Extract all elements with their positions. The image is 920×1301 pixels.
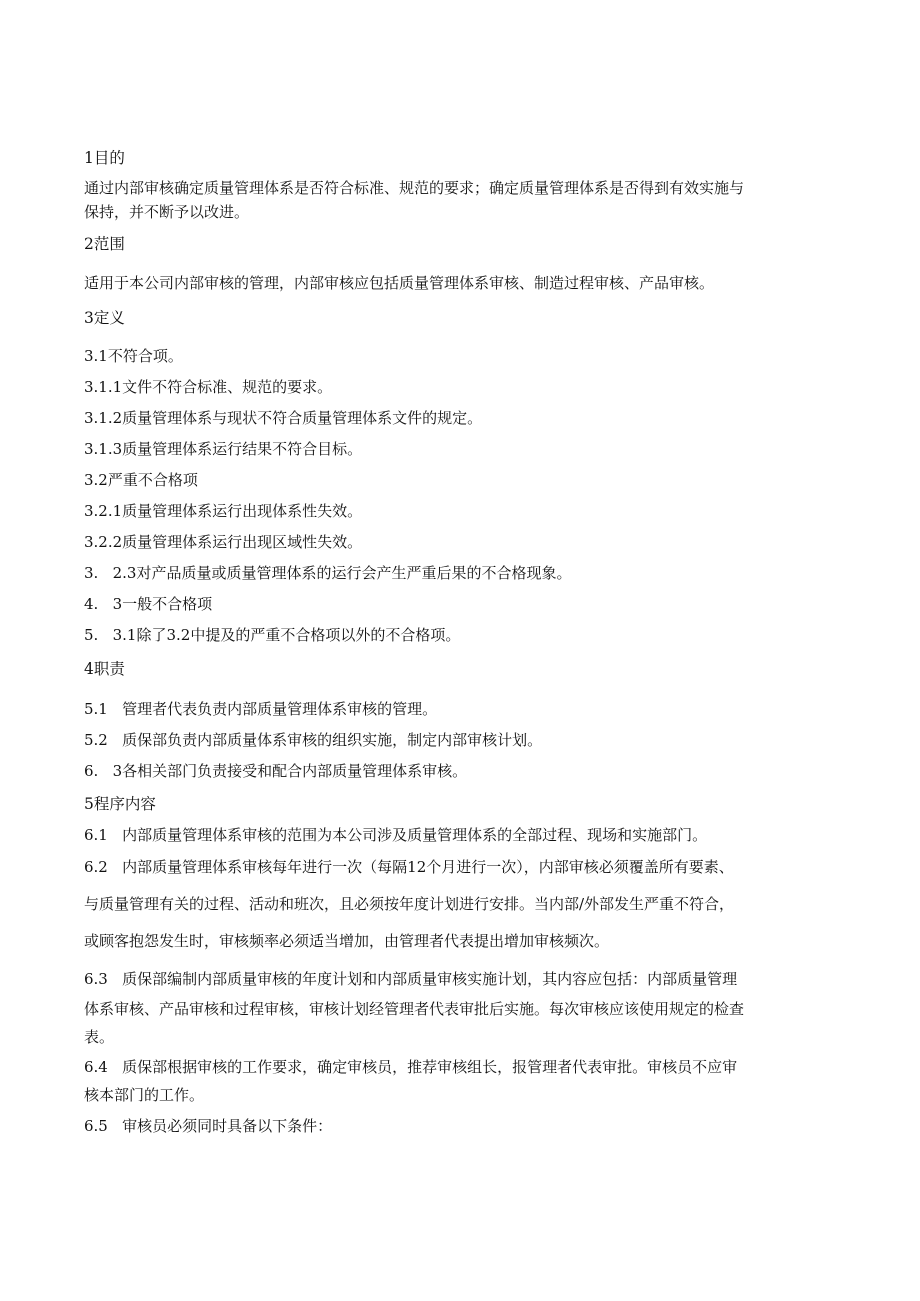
definition-line: 3.1.3质量管理体系运行结果不符合目标。 (84, 440, 363, 458)
procedure-line: 表。 (84, 1028, 115, 1046)
paragraph-line: 保持，并不断予以改进。 (84, 203, 250, 221)
definition-line: 3.1.1文件不符合标准、规范的要求。 (84, 378, 333, 396)
section-heading-scope: 2范围 (84, 235, 125, 253)
procedure-line: 核本部门的工作。 (84, 1086, 205, 1104)
responsibility-line: 5.1 管理者代表负责内部质量管理体系审核的管理。 (84, 700, 438, 718)
procedure-line: 6.1 内部质量管理体系审核的范围为本公司涉及质量管理体系的全部过程、现场和实施部门。 (84, 826, 708, 844)
definition-line: 3.2严重不合格项 (84, 471, 198, 489)
procedure-line: 体系审核、产品审核和过程审核，审核计划经管理者代表审批后实施。每次审核应该使用规定的检查 (84, 1000, 745, 1018)
procedure-line: 6.5 审核员必须同时具备以下条件： (84, 1117, 333, 1135)
procedure-line: 与质量管理有关的过程、活动和班次，且必须按年度计划进行安排。当内部/外部发生严重不符合， (84, 895, 735, 913)
procedure-line: 6.4 质保部根据审核的工作要求，确定审核员，推荐审核组长，报管理者代表审批。审核员不应审 (84, 1058, 738, 1076)
responsibility-line: 5.2 质保部负责内部质量体系审核的组织实施，制定内部审核计划。 (84, 731, 543, 749)
definition-line: 5. 3.1除了3.2中提及的严重不合格项以外的不合格项。 (84, 626, 461, 644)
definition-line: 3.1不符合项。 (84, 347, 183, 365)
section-heading-procedure: 5程序内容 (84, 795, 156, 813)
definition-line: 3.1.2质量管理体系与现状不符合质量管理体系文件的规定。 (84, 409, 483, 427)
procedure-line: 或顾客抱怨发生时，审核频率必须适当增加，由管理者代表提出增加审核频次。 (84, 932, 610, 950)
paragraph-line: 通过内部审核确定质量管理体系是否符合标准、规范的要求；确定质量管理体系是否得到有效实施与 (84, 179, 745, 197)
paragraph-line: 适用于本公司内部审核的管理，内部审核应包括质量管理体系审核、制造过程审核、产品审核。 (84, 274, 715, 292)
definition-line: 3.2.2质量管理体系运行出现区域性失效。 (84, 533, 363, 551)
section-heading-purpose: 1目的 (84, 149, 125, 167)
responsibility-line: 6. 3各相关部门负责接受和配合内部质量管理体系审核。 (84, 762, 468, 780)
procedure-line: 6.2 内部质量管理体系审核每年进行一次（每隔12个月进行一次），内部审核必须覆盖所有要素、 (84, 858, 734, 876)
procedure-line: 6.3 质保部编制内部质量审核的年度计划和内部质量审核实施计划，其内容应包括：内部质量管理 (84, 970, 738, 988)
definition-line: 4. 3一般不合格项 (84, 595, 213, 613)
definition-line: 3. 2.3对产品质量或质量管理体系的运行会产生严重后果的不合格现象。 (84, 564, 572, 582)
definition-line: 3.2.1质量管理体系运行出现体系性失效。 (84, 502, 363, 520)
section-heading-responsibilities: 4职责 (84, 660, 125, 678)
section-heading-definitions: 3定义 (84, 309, 125, 327)
